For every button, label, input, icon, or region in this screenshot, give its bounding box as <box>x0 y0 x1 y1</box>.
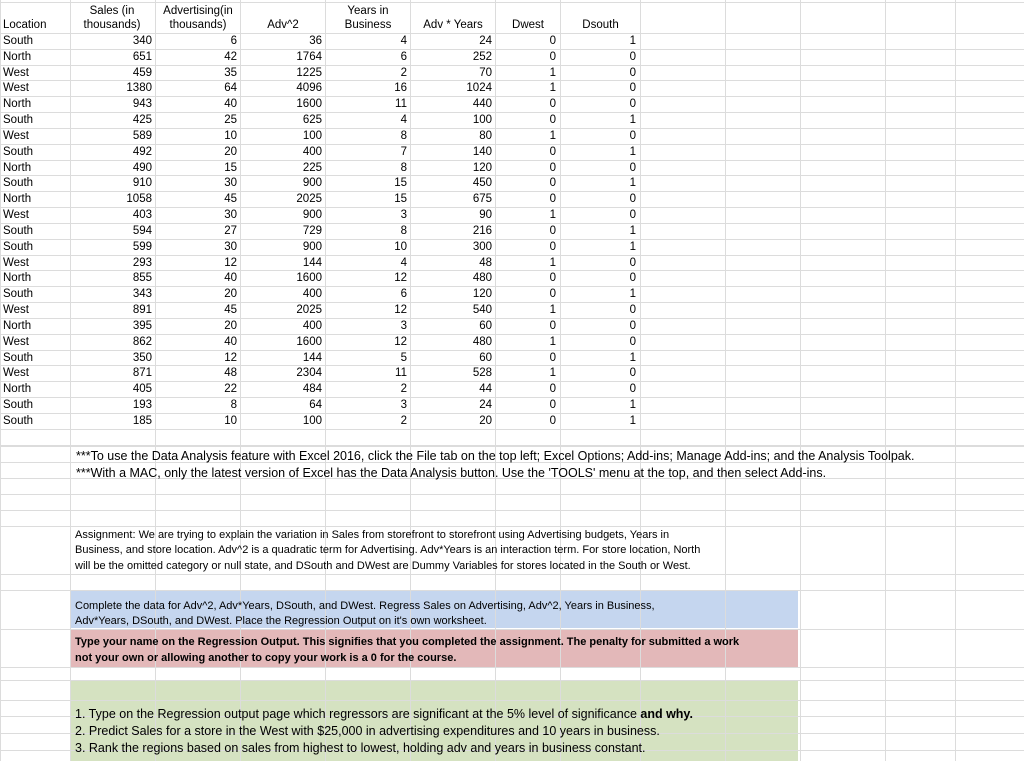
cell-adv-years[interactable]: 70 <box>479 67 492 79</box>
cell-years[interactable]: 7 <box>400 146 407 158</box>
cell-adv-years[interactable]: 20 <box>479 415 492 427</box>
cell-dsouth[interactable]: 0 <box>629 367 636 379</box>
cell-adv2[interactable]: 100 <box>302 415 322 427</box>
cell-years[interactable]: 8 <box>400 225 407 237</box>
cell-years[interactable]: 16 <box>394 82 407 94</box>
cell-dsouth[interactable]: 1 <box>629 415 636 427</box>
cell-sales[interactable]: 492 <box>132 146 152 158</box>
cell-dwest[interactable]: 0 <box>549 98 556 110</box>
cell-location[interactable]: South <box>3 225 34 237</box>
cell-adv2[interactable]: 1600 <box>296 98 322 110</box>
header-adv-line1: Advertising(in <box>163 5 233 17</box>
cell-years[interactable]: 15 <box>394 177 407 189</box>
cell-advertising[interactable]: 64 <box>224 82 237 94</box>
cell-adv2[interactable]: 100 <box>302 130 322 142</box>
cell-dwest[interactable]: 0 <box>549 383 556 395</box>
task-1 <box>75 706 693 724</box>
cell-advertising[interactable]: 12 <box>224 257 237 269</box>
note-excel-2016: ***To use the Data Analysis feature with Excel 2016, click the File tab on the top left; Excel Options; Add-ins; Manage Add-ins; and the Analysis Toolpak. <box>76 449 915 463</box>
header-years <box>327 4 409 32</box>
cell-dwest[interactable]: 0 <box>549 272 556 284</box>
cell-sales[interactable]: 193 <box>132 399 152 411</box>
cell-sales[interactable]: 405 <box>132 383 152 395</box>
assignment-line1: Assignment: We are trying to explain the variation in Sales from storefront to storefront using Advertising budgets, Years in <box>75 529 670 541</box>
cell-advertising[interactable]: 27 <box>224 225 237 237</box>
cell-adv-years[interactable]: 100 <box>472 114 492 126</box>
warning-line1: Type your name on the Regression Output. This signifies that you completed the assignment. The penalty for submitted a work <box>75 636 740 648</box>
cell-advertising[interactable]: 30 <box>224 177 237 189</box>
header-advertising <box>157 4 239 32</box>
cell-adv2[interactable]: 729 <box>302 225 322 237</box>
cell-dwest[interactable]: 0 <box>549 241 556 253</box>
cell-adv2[interactable]: 400 <box>302 288 322 300</box>
cell-adv2[interactable]: 900 <box>302 241 322 253</box>
cell-adv-years[interactable]: 48 <box>479 257 492 269</box>
cell-sales[interactable]: 403 <box>132 209 152 221</box>
cell-adv-years[interactable]: 540 <box>472 304 492 316</box>
cell-adv2[interactable]: 2025 <box>296 304 322 316</box>
cell-years[interactable]: 12 <box>394 336 407 348</box>
cell-location[interactable]: North <box>3 193 32 205</box>
cell-dwest[interactable]: 0 <box>549 415 556 427</box>
cell-advertising[interactable]: 42 <box>224 51 237 63</box>
cell-years[interactable]: 2 <box>400 415 407 427</box>
cell-dwest[interactable]: 1 <box>549 130 556 142</box>
cell-years[interactable]: 2 <box>400 383 407 395</box>
note-mac: ***With a MAC, only the latest version of Excel has the Data Analysis button. Use the 'TOOLS' menu at the top, and then select Add-ins. <box>76 466 827 480</box>
cell-advertising[interactable]: 10 <box>224 415 237 427</box>
cell-adv2[interactable]: 1764 <box>296 51 322 63</box>
cell-dwest[interactable]: 0 <box>549 320 556 332</box>
cell-dsouth[interactable]: 1 <box>629 288 636 300</box>
cell-advertising[interactable]: 15 <box>224 162 237 174</box>
cell-dwest[interactable]: 0 <box>549 35 556 47</box>
cell-location[interactable]: North <box>3 320 32 332</box>
cell-advertising[interactable]: 30 <box>224 241 237 253</box>
cell-dsouth[interactable]: 0 <box>629 82 636 94</box>
cell-adv-years[interactable]: 528 <box>472 367 492 379</box>
header-sales <box>72 4 152 32</box>
cell-dsouth[interactable]: 0 <box>629 320 636 332</box>
cell-adv2[interactable]: 2304 <box>296 367 322 379</box>
cell-adv-years[interactable]: 300 <box>472 241 492 253</box>
cell-dsouth[interactable]: 0 <box>629 162 636 174</box>
complete-line2: Adv*Years, DSouth, and DWest. Place the Regression Output on it's own worksheet. <box>75 615 487 627</box>
header-adv-years: Adv * Years <box>423 19 483 31</box>
cell-years[interactable]: 6 <box>400 288 407 300</box>
cell-years[interactable]: 2 <box>400 67 407 79</box>
cell-dwest[interactable]: 0 <box>549 177 556 189</box>
cell-adv2[interactable]: 1600 <box>296 272 322 284</box>
cell-location[interactable]: South <box>3 288 34 300</box>
header-years-line1: Years in <box>347 5 389 17</box>
cell-dsouth[interactable]: 1 <box>629 114 636 126</box>
cell-location[interactable]: South <box>3 114 34 126</box>
cell-adv-years[interactable]: 1024 <box>466 82 492 94</box>
header-sales-line1: Sales (in <box>89 5 135 17</box>
cell-adv2[interactable]: 144 <box>302 352 322 364</box>
cell-location[interactable]: South <box>3 241 34 253</box>
cell-dwest[interactable]: 0 <box>549 146 556 158</box>
cell-years[interactable]: 6 <box>400 51 407 63</box>
cell-advertising[interactable]: 20 <box>224 146 237 158</box>
cell-location[interactable]: South <box>3 415 34 427</box>
task-1-emphasis: and why. <box>640 707 693 721</box>
cell-advertising[interactable]: 40 <box>224 336 237 348</box>
cell-dwest[interactable]: 0 <box>549 288 556 300</box>
cell-dsouth[interactable]: 0 <box>629 336 636 348</box>
complete-line1: Complete the data for Adv^2, Adv*Years, DSouth, and DWest. Regress Sales on Advertising, Adv^2, Years in Business, <box>75 600 655 612</box>
cell-sales[interactable]: 589 <box>132 130 152 142</box>
header-adv-line2: thousands) <box>169 19 227 31</box>
header-dwest: Dwest <box>512 19 544 31</box>
cell-adv-years[interactable]: 480 <box>472 272 492 284</box>
cell-advertising[interactable]: 48 <box>224 367 237 379</box>
cell-location[interactable]: West <box>3 67 29 79</box>
task-3: 3. Rank the regions based on sales from highest to lowest, holding adv and years in business constant. <box>75 741 646 755</box>
cell-sales[interactable]: 490 <box>132 162 152 174</box>
cell-dsouth[interactable]: 1 <box>629 225 636 237</box>
cell-adv-years[interactable]: 24 <box>479 35 492 47</box>
cell-adv-years[interactable]: 44 <box>479 383 492 395</box>
header-dsouth: Dsouth <box>582 19 619 31</box>
cell-years[interactable]: 3 <box>400 209 407 221</box>
cell-adv-years[interactable]: 252 <box>472 51 492 63</box>
cell-adv-years[interactable]: 440 <box>472 98 492 110</box>
cell-location[interactable]: West <box>3 209 29 221</box>
cell-adv-years[interactable]: 480 <box>472 336 492 348</box>
cell-sales[interactable]: 599 <box>132 241 152 253</box>
cell-dwest[interactable]: 1 <box>549 67 556 79</box>
cell-dwest[interactable]: 1 <box>549 367 556 379</box>
cell-years[interactable]: 5 <box>400 352 407 364</box>
cell-location[interactable]: West <box>3 130 29 142</box>
cell-years[interactable]: 8 <box>400 162 407 174</box>
cell-dsouth[interactable]: 1 <box>629 241 636 253</box>
cell-sales[interactable]: 350 <box>132 352 152 364</box>
cell-dwest[interactable]: 1 <box>549 82 556 94</box>
cell-dsouth[interactable]: 0 <box>629 272 636 284</box>
cell-location[interactable]: North <box>3 162 32 174</box>
cell-adv-years[interactable]: 140 <box>472 146 492 158</box>
cell-adv-years[interactable]: 60 <box>479 320 492 332</box>
cell-location[interactable]: South <box>3 146 34 158</box>
cell-sales[interactable]: 395 <box>132 320 152 332</box>
cell-location[interactable]: West <box>3 336 29 348</box>
cell-advertising[interactable]: 22 <box>224 383 237 395</box>
cell-advertising[interactable]: 35 <box>224 67 237 79</box>
cell-location[interactable]: South <box>3 35 34 47</box>
cell-dwest[interactable]: 1 <box>549 304 556 316</box>
cell-adv2[interactable]: 484 <box>302 383 322 395</box>
cell-years[interactable]: 4 <box>400 35 407 47</box>
cell-sales[interactable]: 185 <box>132 415 152 427</box>
cell-location[interactable]: South <box>3 352 34 364</box>
cell-years[interactable]: 11 <box>395 98 407 110</box>
cell-sales[interactable]: 943 <box>132 98 152 110</box>
cell-location[interactable]: West <box>3 257 29 269</box>
cell-adv-years[interactable]: 120 <box>472 288 492 300</box>
cell-dwest[interactable]: 0 <box>549 225 556 237</box>
cell-years[interactable]: 8 <box>400 130 407 142</box>
cell-location[interactable]: West <box>3 82 29 94</box>
cell-location[interactable]: West <box>3 367 29 379</box>
cell-dwest[interactable]: 0 <box>549 51 556 63</box>
warning-line2: not your own or allowing another to copy your work is a 0 for the course. <box>75 652 457 664</box>
cell-adv-years[interactable]: 90 <box>479 209 492 221</box>
cell-adv-years[interactable]: 450 <box>472 177 492 189</box>
cell-sales[interactable]: 293 <box>132 257 152 269</box>
cell-dsouth[interactable]: 0 <box>629 130 636 142</box>
cell-dwest[interactable]: 0 <box>549 352 556 364</box>
cell-dsouth[interactable]: 0 <box>629 209 636 221</box>
cell-adv2[interactable]: 36 <box>309 35 322 47</box>
cell-dsouth[interactable]: 1 <box>629 399 636 411</box>
header-location: Location <box>3 19 47 31</box>
assignment-line2: Business, and store location. Adv^2 is a quadratic term for Advertising. Adv*Years is an interaction term. For store location, North <box>75 544 701 556</box>
cell-adv2[interactable]: 900 <box>302 209 322 221</box>
cell-sales[interactable]: 459 <box>132 67 152 79</box>
cell-dsouth[interactable]: 0 <box>629 257 636 269</box>
cell-adv2[interactable]: 625 <box>302 114 322 126</box>
cell-adv2[interactable]: 144 <box>302 257 322 269</box>
cell-sales[interactable]: 891 <box>132 304 152 316</box>
cell-adv2[interactable]: 225 <box>302 162 322 174</box>
cell-advertising[interactable]: 12 <box>224 352 237 364</box>
cell-sales[interactable]: 425 <box>132 114 152 126</box>
cell-dsouth[interactable]: 0 <box>629 383 636 395</box>
assignment-line3: will be the omitted category or null state, and DSouth and DWest are Dummy Variables for stores located in the South or West. <box>75 560 691 572</box>
cell-years[interactable]: 3 <box>400 399 407 411</box>
cell-adv2[interactable]: 900 <box>302 177 322 189</box>
cell-adv-years[interactable]: 216 <box>472 225 492 237</box>
cell-sales[interactable]: 855 <box>132 272 152 284</box>
cell-location[interactable]: North <box>3 51 32 63</box>
cell-dsouth[interactable]: 0 <box>629 98 636 110</box>
cell-sales[interactable]: 594 <box>132 225 152 237</box>
cell-dwest[interactable]: 0 <box>549 114 556 126</box>
cell-adv2[interactable]: 400 <box>302 320 322 332</box>
cell-adv2[interactable]: 1600 <box>296 336 322 348</box>
cell-adv-years[interactable]: 24 <box>479 399 492 411</box>
cell-sales[interactable]: 340 <box>132 35 152 47</box>
cell-sales[interactable]: 871 <box>132 367 152 379</box>
cell-sales[interactable]: 343 <box>132 288 152 300</box>
cell-sales[interactable]: 1380 <box>126 82 152 94</box>
cell-location[interactable]: West <box>3 304 29 316</box>
header-adv2: Adv^2 <box>267 19 299 31</box>
cell-adv-years[interactable]: 675 <box>472 193 492 205</box>
cell-location[interactable]: North <box>3 272 32 284</box>
cell-adv-years[interactable]: 60 <box>479 352 492 364</box>
cell-years[interactable]: 11 <box>395 367 407 379</box>
cell-dwest[interactable]: 1 <box>549 209 556 221</box>
cell-dsouth[interactable]: 1 <box>629 352 636 364</box>
cell-dwest[interactable]: 0 <box>549 162 556 174</box>
cell-dsouth[interactable]: 0 <box>629 67 636 79</box>
cell-dsouth[interactable]: 1 <box>629 146 636 158</box>
cell-location[interactable]: South <box>3 177 34 189</box>
cell-advertising[interactable]: 20 <box>224 320 237 332</box>
cell-dsouth[interactable]: 1 <box>629 177 636 189</box>
cell-years[interactable]: 10 <box>394 241 407 253</box>
cell-years[interactable]: 4 <box>400 257 407 269</box>
task-1-text: 1. Type on the Regression output page which regressors are significant at the 5% level of significance <box>75 707 641 721</box>
cell-location[interactable]: South <box>3 399 34 411</box>
cell-location[interactable]: North <box>3 98 32 110</box>
cell-adv2[interactable]: 4096 <box>296 82 322 94</box>
cell-years[interactable]: 15 <box>394 193 407 205</box>
cell-dsouth[interactable]: 0 <box>629 304 636 316</box>
header-sales-line2: thousands) <box>83 19 141 31</box>
cell-dwest[interactable]: 0 <box>549 193 556 205</box>
cell-advertising[interactable]: 40 <box>224 272 237 284</box>
cell-years[interactable]: 3 <box>400 320 407 332</box>
header-years-line2: Business <box>344 19 392 31</box>
cell-adv-years[interactable]: 120 <box>472 162 492 174</box>
cell-advertising[interactable]: 6 <box>230 35 237 47</box>
cell-advertising[interactable]: 30 <box>224 209 237 221</box>
task-2: 2. Predict Sales for a store in the West with $25,000 in advertising expenditures and 10 years in business. <box>75 724 660 738</box>
cell-advertising[interactable]: 25 <box>224 114 237 126</box>
cell-sales[interactable]: 1058 <box>126 193 152 205</box>
cell-sales[interactable]: 910 <box>132 177 152 189</box>
cell-advertising[interactable]: 45 <box>224 193 237 205</box>
cell-adv2[interactable]: 2025 <box>296 193 322 205</box>
cell-advertising[interactable]: 8 <box>230 399 237 411</box>
cell-dwest[interactable]: 1 <box>549 336 556 348</box>
cell-dsouth[interactable]: 0 <box>629 51 636 63</box>
cell-years[interactable]: 12 <box>394 272 407 284</box>
cell-dsouth[interactable]: 0 <box>629 193 636 205</box>
cell-adv2[interactable]: 64 <box>309 399 322 411</box>
cell-years[interactable]: 4 <box>400 114 407 126</box>
cell-years[interactable]: 12 <box>394 304 407 316</box>
cell-dwest[interactable]: 1 <box>549 257 556 269</box>
cell-advertising[interactable]: 10 <box>224 130 237 142</box>
cell-sales[interactable]: 862 <box>132 336 152 348</box>
cell-adv2[interactable]: 1225 <box>296 67 322 79</box>
cell-advertising[interactable]: 45 <box>224 304 237 316</box>
cell-sales[interactable]: 651 <box>132 51 152 63</box>
cell-adv2[interactable]: 400 <box>302 146 322 158</box>
cell-location[interactable]: North <box>3 383 32 395</box>
cell-advertising[interactable]: 40 <box>224 98 237 110</box>
cell-adv-years[interactable]: 80 <box>479 130 492 142</box>
cell-dwest[interactable]: 0 <box>549 399 556 411</box>
cell-advertising[interactable]: 20 <box>224 288 237 300</box>
cell-dsouth[interactable]: 1 <box>629 35 636 47</box>
